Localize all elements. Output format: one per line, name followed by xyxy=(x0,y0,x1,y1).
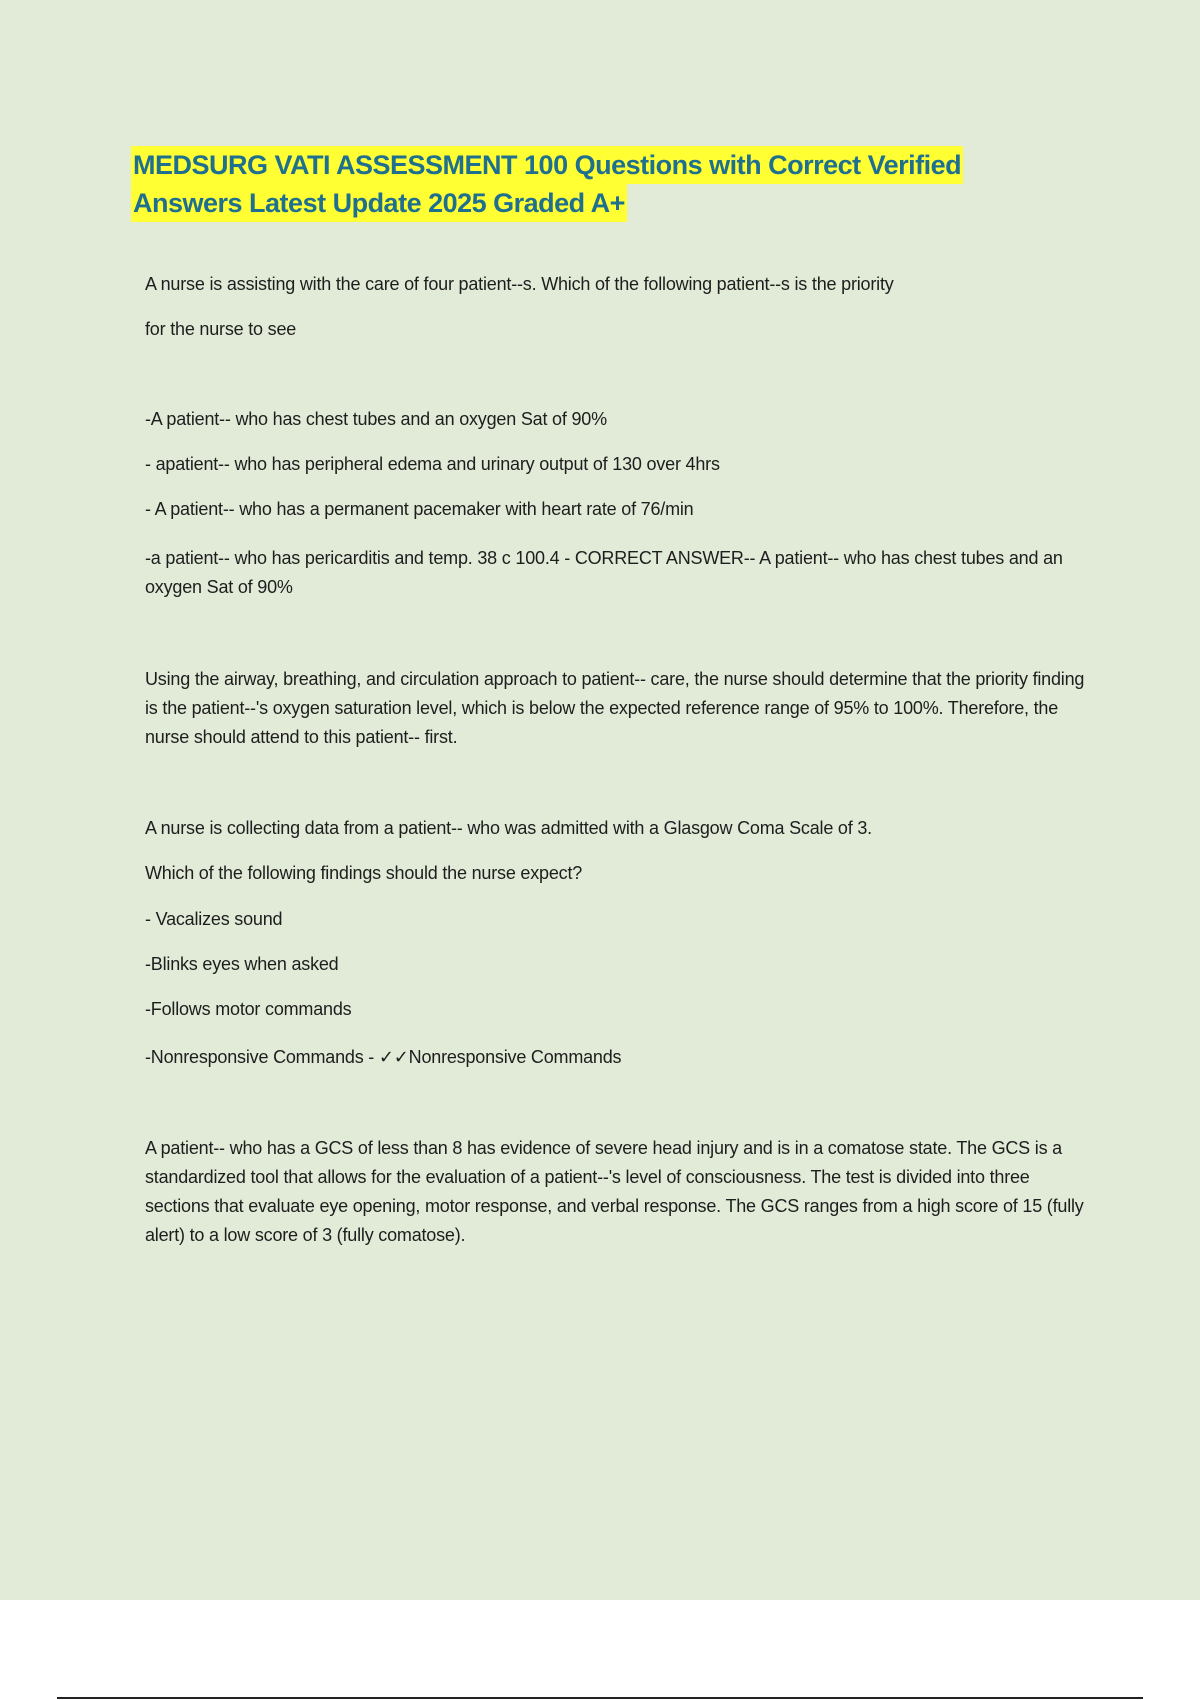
document-title xyxy=(131,146,1011,222)
check-mark-icon: ✓✓ xyxy=(378,1047,409,1068)
q1-option-3: - A patient-- who has a permanent pacemaker with heart rate of 76/min xyxy=(145,499,694,519)
q2-rationale: A patient-- who has a GCS of less than 8 has evidence of severe head injury and is in a comatose state. The GCS is a standardized tool that allows for the evaluation of a patient--'s level of consciousness. The test is divided into three sections that evaluate eye opening, motor response, and verbal response. The GCS ranges from a high score of 15 (fully alert) to a low score of 3 (fully comatose). xyxy=(145,1138,1084,1245)
footer-divider xyxy=(57,1697,1143,1699)
title-line-1: MEDSURG VATI ASSESSMENT 100 Questions with Correct Verified xyxy=(131,146,963,184)
title-line-2: Answers Latest Update 2025 Graded A+ xyxy=(131,184,627,222)
q1-option-2: - apatient-- who has peripheral edema and urinary output of 130 over 4hrs xyxy=(145,454,720,474)
q1-option-4-answer: -a patient-- who has pericarditis and temp. 38 c 100.4 - CORRECT ANSWER-- A patient-- who has chest tubes and an oxygen Sat of 90% xyxy=(145,548,1063,597)
q2-option-4-answer xyxy=(145,1043,1085,1072)
q2-stem-line-1: A nurse is collecting data from a patient-- who was admitted with a Glasgow Coma Scale of 3. xyxy=(145,818,872,838)
q1-rationale: Using the airway, breathing, and circulation approach to patient-- care, the nurse should determine that the priority finding is the patient--'s oxygen saturation level, which is below the expected reference range of 95% to 100%. Therefore, the nurse should attend to this patient-- first. xyxy=(145,669,1085,747)
q1-stem-line-1: A nurse is assisting with the care of four patient--s. Which of the following patient--s is the priority xyxy=(145,274,894,294)
q1-option-1: -A patient-- who has chest tubes and an oxygen Sat of 90% xyxy=(145,409,607,429)
q2-stem-line-2: Which of the following findings should the nurse expect? xyxy=(145,863,583,883)
q2-option-1: - Vacalizes sound xyxy=(145,909,283,929)
q1-stem-line-2: for the nurse to see xyxy=(145,319,297,339)
q2-option-2: -Blinks eyes when asked xyxy=(145,954,339,974)
q2-correct-answer: Nonresponsive Commands xyxy=(408,1047,622,1067)
q2-option-3: -Follows motor commands xyxy=(145,999,352,1019)
q2-option-4-text: -Nonresponsive Commands - xyxy=(145,1047,379,1067)
